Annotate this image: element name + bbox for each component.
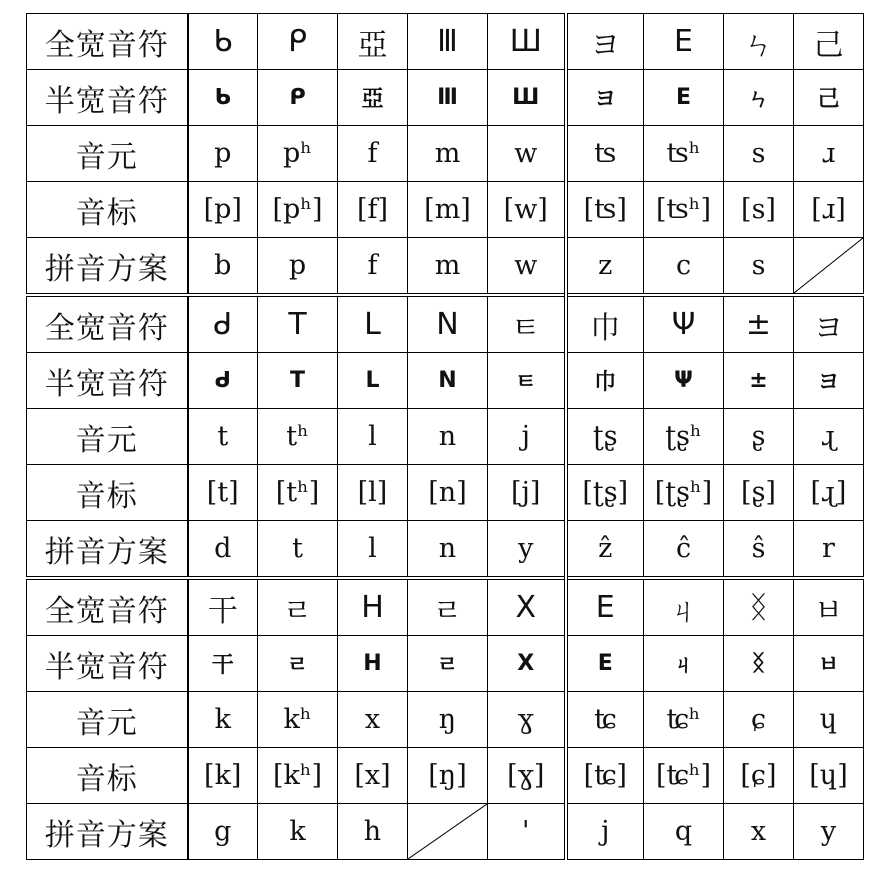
- chart-cell: ヨ: [566, 14, 644, 70]
- chart-cell: E: [566, 636, 644, 692]
- chart-cell: [ʨ]: [566, 748, 644, 804]
- chart-cell: ɣ: [488, 692, 566, 748]
- row-label: 全宽音符: [27, 295, 188, 353]
- chart-cell: ヨ: [566, 70, 644, 126]
- chart-cell: y: [488, 521, 566, 579]
- chart-cell: ㄐ: [644, 636, 724, 692]
- chart-cell: ʨ: [566, 692, 644, 748]
- chart-cell: ʈʂʰ: [644, 409, 724, 465]
- chart-cell: w: [488, 238, 566, 296]
- chart-cell: [ʈʂʰ]: [644, 465, 724, 521]
- chart-cell: g: [188, 804, 258, 860]
- chart-cell: [m]: [408, 182, 488, 238]
- chart-cell: ㄣ: [724, 14, 794, 70]
- chart-cell: ㄹ: [408, 636, 488, 692]
- chart-cell: [tʰ]: [258, 465, 338, 521]
- phoneme-row: [27, 692, 864, 748]
- chart-cell: ヨ: [794, 295, 864, 353]
- chart-cell: E: [644, 70, 724, 126]
- chart-body: [27, 14, 864, 860]
- row-label: 半宽音符: [27, 70, 188, 126]
- chart-cell: ᛝ: [724, 578, 794, 636]
- full-width-symbol-row: [27, 295, 864, 353]
- chart-cell: ᑲ: [188, 14, 258, 70]
- chart-cell: ヨ: [794, 353, 864, 409]
- chart-cell: y: [794, 804, 864, 860]
- chart-cell: [ʨʰ]: [644, 748, 724, 804]
- row-label: 音标: [27, 748, 188, 804]
- chart-cell: s: [724, 238, 794, 296]
- chart-cell: n: [408, 521, 488, 579]
- chart-cell: h: [338, 804, 408, 860]
- chart-cell: t: [188, 409, 258, 465]
- chart-cell: Ш: [488, 14, 566, 70]
- chart-cell: w: [488, 126, 566, 182]
- chart-cell: ɹ: [794, 126, 864, 182]
- chart-cell: [ʦʰ]: [644, 182, 724, 238]
- chart-cell: H: [338, 636, 408, 692]
- chart-cell: ʨʰ: [644, 692, 724, 748]
- row-label: 全宽音符: [27, 14, 188, 70]
- diagonal-slash-icon: [794, 238, 863, 293]
- chart-cell: [ŋ]: [408, 748, 488, 804]
- row-label: 半宽音符: [27, 636, 188, 692]
- chart-cell: ㄹ: [408, 578, 488, 636]
- chart-cell: E: [644, 14, 724, 70]
- chart-cell: t: [258, 521, 338, 579]
- chart-cell: [j]: [488, 465, 566, 521]
- chart-cell: [w]: [488, 182, 566, 238]
- chart-cell: l: [338, 521, 408, 579]
- chart-cell: k: [188, 692, 258, 748]
- chart-cell: x: [338, 692, 408, 748]
- chart-cell: pʰ: [258, 126, 338, 182]
- chart-cell: ʈʂ: [566, 409, 644, 465]
- empty-cell: [794, 238, 864, 296]
- chart-cell: 巾: [566, 353, 644, 409]
- chart-cell: ㅂ: [794, 578, 864, 636]
- pinyin-scheme-row: [27, 238, 864, 296]
- diagonal-slash-icon: [408, 804, 487, 859]
- chart-cell: 己: [794, 70, 864, 126]
- chart-cell: f: [338, 238, 408, 296]
- chart-cell: j: [488, 409, 566, 465]
- chart-cell: ㅌ: [488, 353, 566, 409]
- chart-cell: ŋ: [408, 692, 488, 748]
- row-label: 拼音方案: [27, 238, 188, 296]
- row-label: 音标: [27, 182, 188, 238]
- chart-cell: Ⅲ: [408, 70, 488, 126]
- chart-cell: r: [794, 521, 864, 579]
- chart-cell: ʦʰ: [644, 126, 724, 182]
- chart-cell: [n]: [408, 465, 488, 521]
- chart-cell: 干: [188, 578, 258, 636]
- chart-cell: j: [566, 804, 644, 860]
- chart-cell: X: [488, 636, 566, 692]
- row-label: 音元: [27, 692, 188, 748]
- chart-cell: kʰ: [258, 692, 338, 748]
- chart-cell: q: [644, 804, 724, 860]
- chart-cell: E: [566, 578, 644, 636]
- chart-cell: [p]: [188, 182, 258, 238]
- row-label: 半宽音符: [27, 353, 188, 409]
- chart-cell: Ψ: [644, 353, 724, 409]
- chart-cell: m: [408, 238, 488, 296]
- row-label: 拼音方案: [27, 804, 188, 860]
- chart-cell: ᑯ: [188, 353, 258, 409]
- chart-cell: [l]: [338, 465, 408, 521]
- chart-cell: ㄣ: [724, 70, 794, 126]
- half-width-symbol-row: [27, 636, 864, 692]
- chart-cell: [ɥ]: [794, 748, 864, 804]
- chart-cell: X: [488, 578, 566, 636]
- chart-cell: T: [258, 295, 338, 353]
- chart-cell: H: [338, 578, 408, 636]
- chart-cell: ᑯ: [188, 295, 258, 353]
- phonetic-notation-row: [27, 182, 864, 238]
- chart-cell: [ɹ]: [794, 182, 864, 238]
- chart-cell: ᑲ: [188, 70, 258, 126]
- chart-cell: ᛝ: [724, 636, 794, 692]
- chart-cell: 亞: [338, 14, 408, 70]
- chart-cell: ±: [724, 295, 794, 353]
- phoneme-row: [27, 409, 864, 465]
- chart-cell: ɻ: [794, 409, 864, 465]
- chart-cell: ĉ: [644, 521, 724, 579]
- chart-cell: ': [488, 804, 566, 860]
- chart-cell: 亞: [338, 70, 408, 126]
- empty-cell: [408, 804, 488, 860]
- chart-cell: s: [724, 126, 794, 182]
- full-width-symbol-row: [27, 14, 864, 70]
- pinyin-scheme-row: [27, 804, 864, 860]
- chart-cell: f: [338, 126, 408, 182]
- chart-cell: k: [258, 804, 338, 860]
- chart-cell: Ψ: [644, 295, 724, 353]
- chart-cell: 己: [794, 14, 864, 70]
- chart-cell: 巾: [566, 295, 644, 353]
- chart-cell: N: [408, 353, 488, 409]
- pinyin-scheme-row: [27, 521, 864, 579]
- phonetic-chart: [26, 13, 864, 860]
- chart-cell: l: [338, 409, 408, 465]
- chart-cell: [ɻ]: [794, 465, 864, 521]
- chart-cell: N: [408, 295, 488, 353]
- chart-cell: ㄐ: [644, 578, 724, 636]
- chart-cell: [ɕ]: [724, 748, 794, 804]
- chart-cell: L: [338, 353, 408, 409]
- row-label: 音标: [27, 465, 188, 521]
- full-width-symbol-row: [27, 578, 864, 636]
- row-label: 全宽音符: [27, 578, 188, 636]
- row-label: 拼音方案: [27, 521, 188, 579]
- chart-cell: [s]: [724, 182, 794, 238]
- chart-cell: ㅌ: [488, 295, 566, 353]
- chart-cell: [ʈʂ]: [566, 465, 644, 521]
- chart-cell: d: [188, 521, 258, 579]
- phoneme-row: [27, 126, 864, 182]
- chart-cell: ᑭ: [258, 14, 338, 70]
- chart-cell: T: [258, 353, 338, 409]
- half-width-symbol-row: [27, 353, 864, 409]
- chart-cell: tʰ: [258, 409, 338, 465]
- chart-cell: b: [188, 238, 258, 296]
- chart-cell: [ʂ]: [724, 465, 794, 521]
- chart-cell: [ɣ]: [488, 748, 566, 804]
- chart-cell: [t]: [188, 465, 258, 521]
- chart-cell: ɥ: [794, 692, 864, 748]
- chart-cell: 干: [188, 636, 258, 692]
- chart-cell: ㄹ: [258, 636, 338, 692]
- chart-cell: z: [566, 238, 644, 296]
- chart-cell: c: [644, 238, 724, 296]
- phonetic-notation-row: [27, 748, 864, 804]
- chart-cell: m: [408, 126, 488, 182]
- chart-cell: ʦ: [566, 126, 644, 182]
- chart-cell: p: [188, 126, 258, 182]
- chart-cell: [k]: [188, 748, 258, 804]
- row-label: 音元: [27, 126, 188, 182]
- chart-cell: ㄹ: [258, 578, 338, 636]
- chart-cell: ŝ: [724, 521, 794, 579]
- chart-cell: Ⅲ: [408, 14, 488, 70]
- chart-cell: p: [258, 238, 338, 296]
- chart-cell: ʂ: [724, 409, 794, 465]
- half-width-symbol-row: [27, 70, 864, 126]
- chart-cell: [ʦ]: [566, 182, 644, 238]
- chart-cell: ẑ: [566, 521, 644, 579]
- chart-cell: ±: [724, 353, 794, 409]
- chart-cell: L: [338, 295, 408, 353]
- chart-cell: [x]: [338, 748, 408, 804]
- chart-cell: ɕ: [724, 692, 794, 748]
- chart-cell: n: [408, 409, 488, 465]
- chart-cell: [pʰ]: [258, 182, 338, 238]
- chart-cell: [f]: [338, 182, 408, 238]
- chart-cell: [kʰ]: [258, 748, 338, 804]
- row-label: 音元: [27, 409, 188, 465]
- chart-cell: Ш: [488, 70, 566, 126]
- chart-cell: ᑭ: [258, 70, 338, 126]
- chart-cell: x: [724, 804, 794, 860]
- phonetic-notation-row: [27, 465, 864, 521]
- chart-cell: ㅂ: [794, 636, 864, 692]
